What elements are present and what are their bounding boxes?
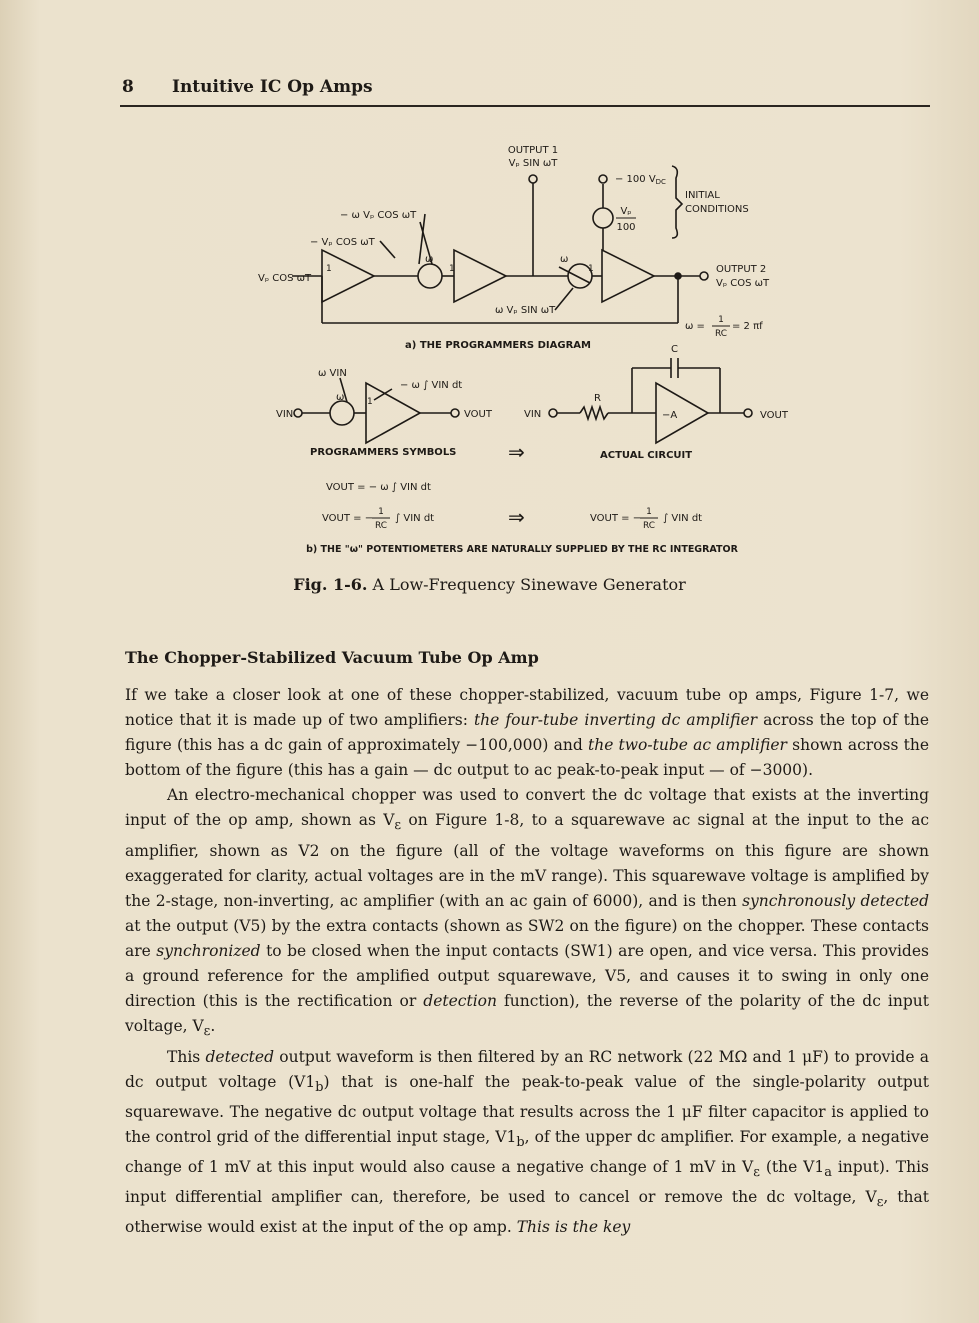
equation-2-right: ∫ VIN dt <box>395 513 435 524</box>
gain-1-c: 1 <box>588 264 594 274</box>
integrator-2-triangle <box>602 250 654 302</box>
book-title: Intuitive IC Op Amps <box>172 77 373 97</box>
omega-eq-den: RC <box>714 329 728 339</box>
omega-a2: ω <box>560 254 569 265</box>
equation-3-left: VOUT = − <box>590 513 642 524</box>
page-number: 8 <box>122 77 134 97</box>
paragraph-3: This detected output waveform is then filtered by an RC network (22 MΩ and 1 μF) to provide a dc output voltage $(V1_b)$ that is one-half the peak-to-peak value of the single-polarity output squarewave. The negative dc output voltage that results across the 1 μF filter capacitor is applied to the control grid of the differential input stage, $V1_b$, of the upper dc amplifier. For example, a negative change of 1 mV at this input would also cause a negative change of 1 mV in $V_\varepsilon$ (the $V1_a$ input). This input differential amplifier can, therefore, be used to cancel or remove the dc voltage, $V_\varepsilon$, that otherwise would exist at the input of the op amp. This is the key <box>125 1047 929 1237</box>
potentiometer-1 <box>418 264 442 288</box>
symbol-vin: VIN <box>276 409 294 420</box>
omega-eq-num: 1 <box>718 315 724 325</box>
equation-3-den: RC <box>642 521 656 531</box>
symbol-integrator-triangle <box>366 383 420 443</box>
paragraph-1: If we take a closer look at one of these chopper-stabilized, vacuum tube op amps, Figure 1-7, we notice that it is made up of two amplifiers: the four-tube inverting dc amplifier across the top of the figure (this has a dc gain of approximately −100,000) and the two-tube ac amplifier shown across the bottom of the figure (this has a gain — dc output to ac peak-to-peak input — of −3000). <box>125 686 930 780</box>
initial-condition-pot <box>593 208 613 228</box>
body-text <box>125 683 929 1241</box>
omega-eq-tail: = 2 πf <box>732 321 763 332</box>
figure-caption <box>0 575 979 594</box>
gain-1-b: 1 <box>449 264 455 274</box>
output1-line2: Vₚ SIN ωT <box>508 158 558 169</box>
vp-denominator: 100 <box>616 222 636 233</box>
circuit-vout: VOUT <box>760 410 788 421</box>
vp-numerator: Vₚ <box>620 206 632 217</box>
caption-a: a) THE PROGRAMMERS DIAGRAM <box>405 340 591 351</box>
resistor-r <box>580 407 608 419</box>
arrow-1: ⇒ <box>508 440 525 464</box>
equation-3-num: 1 <box>646 507 652 517</box>
label-w-vp-sin: ω Vₚ SIN ωT <box>495 305 556 316</box>
label-actual-circuit: ACTUAL CIRCUIT <box>600 450 693 461</box>
symbol-gain-1: 1 <box>367 397 373 407</box>
output2-line2: Vₚ COS ωT <box>716 278 770 289</box>
label-minus-w-int: − ω ∫ VIN dt <box>400 380 463 391</box>
figure-caption-text: A Low-Frequency Sinewave Generator <box>367 575 686 594</box>
circuit-c-label: C <box>671 344 678 355</box>
output2-line1: OUTPUT 2 <box>716 264 767 275</box>
caption-b: b) THE "ω" POTENTIOMETERS ARE NATURALLY SUPPLIED BY THE RC INTEGRATOR <box>306 544 738 555</box>
omega-a1: ω <box>425 254 434 265</box>
symbol-vout: VOUT <box>464 409 492 420</box>
omega-eq-left: ω = <box>685 321 705 332</box>
inverter-triangle <box>454 250 506 302</box>
minus-100-vdc: − 100 $V_{DC}$ <box>615 174 666 186</box>
equation-2-left: VOUT = − <box>322 513 374 524</box>
paragraph-2: An electro-mechanical chopper was used to convert the dc voltage that exists at the inverting input of the op amp, shown as $V_\varepsilon$ on Figure 1-8, to a squarewave ac signal at the input to the ac amplifier, shown as V2 on the figure (all of the voltage waveforms on this figure are shown exaggerated for clarity, actual voltages are in the mV range). This squarewave voltage is amplified by the 2-stage, non-inverting, ac amplifier (with an ac gain of 6000), and is then synchronously detected at the output (V5) by the extra contacts (shown as SW2 on the figure) on the chopper. These contacts are synchronized to be closed when the input contacts (SW1) are open, and vice versa. This provides a ground reference for the amplified output squarewave, V5, and causes it to swing in only one direction (this is the rectification or detection function), the reverse of the polarity of the dc input voltage, $V_\varepsilon$. <box>125 786 930 1040</box>
label-w-vin: ω VIN <box>318 368 347 379</box>
equation-2-den: RC <box>374 521 388 531</box>
output1-line1: OUTPUT 1 <box>507 145 559 156</box>
figure-1-6-diagram <box>240 138 800 563</box>
gain-1-a: 1 <box>326 264 332 274</box>
label-minus-vp-cos: − Vₚ COS ωT <box>310 237 375 248</box>
label-programmers-symbols: PROGRAMMERS SYMBOLS <box>310 447 457 458</box>
initial-line2: CONDITIONS <box>685 204 749 215</box>
circuit-r-label: R <box>594 393 601 404</box>
header-rule <box>120 105 930 107</box>
label-minus-w-vp-cos: − ω Vₚ COS ωT <box>340 210 417 221</box>
equation-2-num: 1 <box>378 507 384 517</box>
circuit-minus-a: −A <box>662 410 678 421</box>
arrow-2: ⇒ <box>508 505 525 529</box>
integrator-1-triangle <box>322 250 374 302</box>
symbol-potentiometer <box>330 401 354 425</box>
initial-line1: INITIAL <box>685 190 720 201</box>
equation-3-right: ∫ VIN dt <box>663 513 703 524</box>
symbol-omega: ω <box>336 392 345 403</box>
circuit-vin: VIN <box>524 409 542 420</box>
section-heading: The Chopper-Stabilized Vacuum Tube Op Amp <box>125 648 539 667</box>
figure-caption-label: Fig. 1-6. <box>293 575 368 594</box>
label-vp-cos-input: Vₚ COS ωT <box>258 273 312 284</box>
equation-1: VOUT = − ω ∫ VIN dt <box>326 482 431 493</box>
